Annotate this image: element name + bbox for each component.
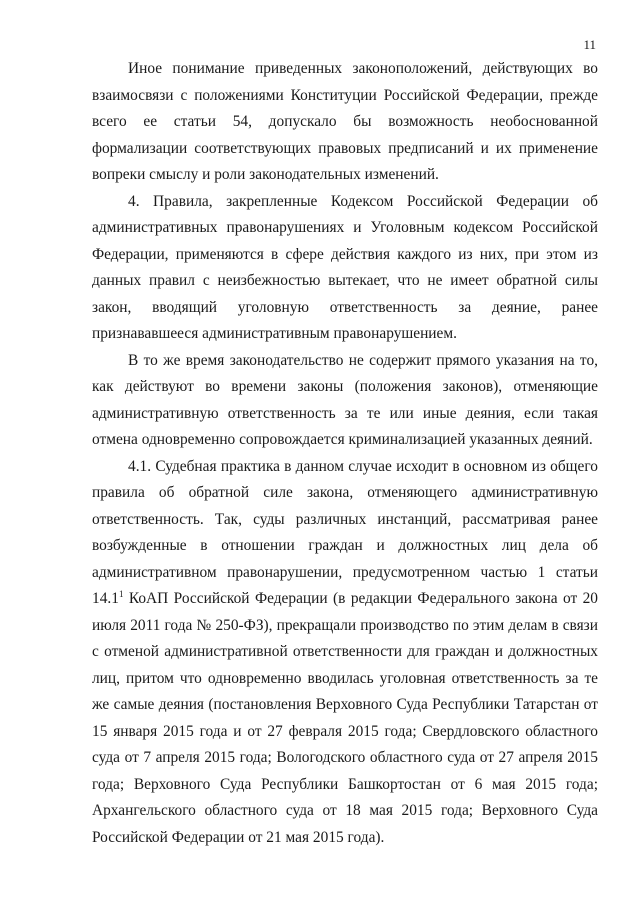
paragraph-4 bbox=[92, 454, 598, 852]
paragraph-1: Иное понимание приведенных законоположений, действующих во взаимосвязи с положениями Конституции Российской Федерации, прежде всего ее статьи 54, допускало бы возможность необоснованной формализации соответствующих правовых предписаний и их применение вопреки смыслу и роли законодательных изменений. bbox=[92, 60, 598, 183]
footnote-superscript: 1 bbox=[118, 588, 124, 599]
paragraph-3: В то же время законодательство не содержит прямого указания на то, как действуют во времени законы (положения законов), отменяющие административную ответственность за те или иные деяния, если такая отмена одновременно сопровождается криминализацией указанных деяний. bbox=[92, 351, 598, 448]
paragraph-2: 4. Правила, закрепленные Кодексом Российской Федерации об административных правонарушениях и Уголовным кодексом Российской Федерации, применяются в сфере действия каждого из них, при этом из данных правил с неизбежностью вытекает, что не имеет обратной силы закон, вводящий уголовную ответственность за деяние, ранее признававшееся административным правонарушением. bbox=[92, 192, 598, 342]
paragraph-4-text-start: 4.1. Судебная практика в данном случае исходит в основном из общего правила об обратной силе закона, отменяющего административную ответственность. Так, суды различных инстанций, рассматривая ранее возбужденные в отношении граждан и должностных лиц дела об административном правонарушении, предусмотренном частью 1 статьи 14.1 bbox=[92, 457, 598, 607]
paragraph-4-text-end: КоАП Российской Федерации (в редакции Федерального закона от 20 июля 2011 года № 250-ФЗ), прекращали производство по этим делам в связи с отменой административной ответственности для граждан и должностных лиц, притом что одновременно вводилась уголовная ответственность за те же самые деяния (постановления Верховного Суда Республики Татарстан от 15 января 2015 года и от 27 февраля 2015 года; Свердловского областного суда от 7 апреля 2015 года; Вологодского областного суда от 27 апреля 2015 года; Верховного Суда Республики Башкортостан от 6 мая 2015 года; Архангельского областного суда от 18 мая 2015 года; Верховного Суда Российской Федерации от 21 мая 2015 года). bbox=[92, 590, 598, 846]
document-body bbox=[92, 56, 598, 851]
page-number: 11 bbox=[583, 37, 596, 52]
